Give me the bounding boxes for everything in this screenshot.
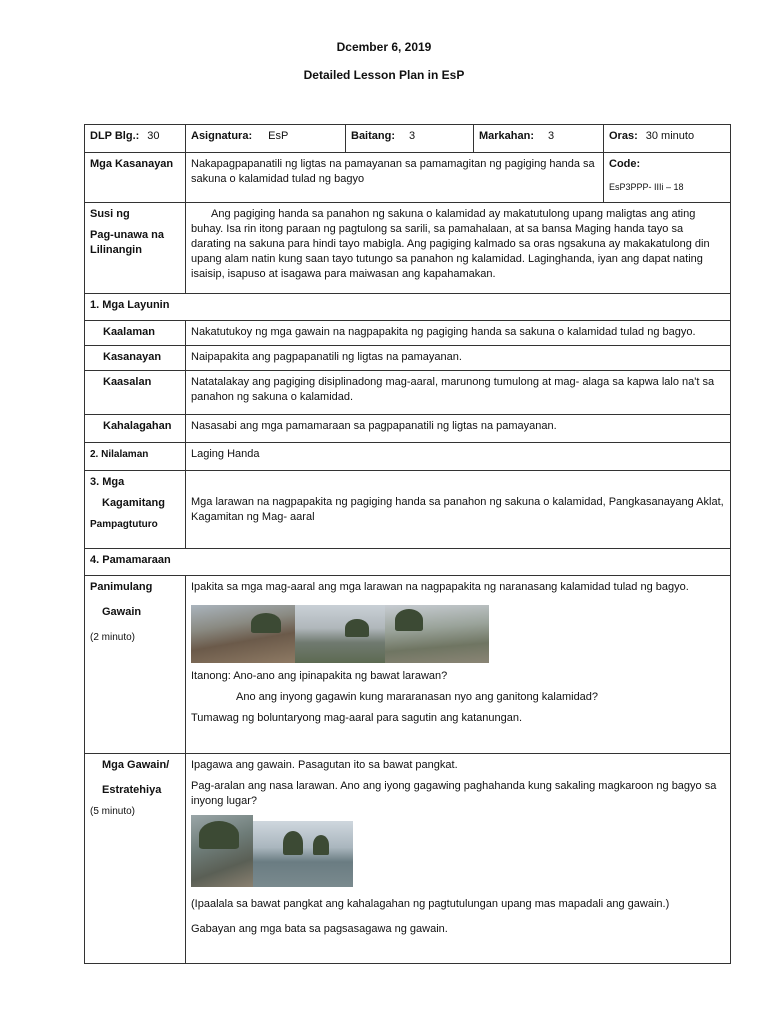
document-date: Dcember 6, 2019: [336, 40, 432, 54]
kaasalan-row: [85, 371, 731, 415]
kagamitan-label-1: 3. Mga: [90, 476, 125, 488]
oras-cell: [604, 125, 731, 153]
susi-text-cell: [186, 203, 731, 294]
storm-photos: [191, 815, 725, 887]
gawain-duration: (5 minuto): [90, 806, 136, 817]
kagamitan-label-2: Kagamitang: [102, 497, 165, 509]
kaasalan-label: Kaasalan: [85, 371, 186, 415]
gawain-label-1: Mga Gawain/: [102, 759, 170, 771]
gawain-label-2: Estratehiya: [102, 784, 162, 796]
kagamitan-label-cell: [85, 471, 186, 549]
code-label: Code:: [609, 158, 641, 170]
susi-label-1: Susi ng: [90, 208, 130, 220]
pamamaraan-heading: 4. Pamamaraan: [85, 549, 731, 576]
kagamitan-text: Mga larawan na nagpapakita ng pagiging handa sa panahon ng sakuna o kalamidad, Pangkasanayang Aklat, Kagamitan ng Mag- aaral: [191, 495, 724, 523]
layunin-heading: 1. Mga Layunin: [85, 294, 731, 321]
baitang-cell: [346, 125, 474, 153]
asignatura-cell: [186, 125, 346, 153]
kasanayan-row: [85, 153, 731, 203]
kaalaman-row: [85, 321, 731, 346]
typhoon-photo-2: [295, 605, 385, 663]
oras-label: Oras:: [609, 130, 638, 142]
kahalagahan-label: Kahalagahan: [85, 415, 186, 443]
markahan-label: Markahan:: [479, 130, 535, 142]
kasanayan-text: Nakapagpapanatili ng ligtas na pamayanan sa pamamagitan ng pagiging handa sa sakuna o kalamidad tulad ng bagyo: [186, 153, 604, 203]
code-cell: [604, 153, 731, 203]
dlp-value: 30: [147, 130, 160, 142]
markahan-value: 3: [548, 130, 555, 142]
gawain-row: [85, 754, 731, 964]
gawain-text-1: Ipagawa ang gawain. Pasagutan ito sa bawat pangkat.: [191, 759, 458, 771]
baitang-value: 3: [409, 130, 416, 142]
nilalaman-text: Laging Handa: [186, 443, 731, 471]
nilalaman-row: [85, 443, 731, 471]
kagamitan-row: [85, 471, 731, 549]
baitang-label: Baitang:: [351, 130, 395, 142]
gawain-text-4: Gabayan ang mga bata sa pagsasagawa ng gawain.: [191, 923, 448, 935]
document-title: Detailed Lesson Plan in EsP: [303, 68, 465, 82]
kagamitan-label-3: Pampagtuturo: [90, 519, 158, 530]
kagamitan-text-cell: [186, 471, 731, 549]
susi-text: Ang pagiging handa sa panahon ng sakuna o kalamidad ay makatutulong upang maligtas ang ating buhay. Isa rin itong paraan ng pagtulong sa sarili, sa pamahalaan, at sa bansa Maging handa tayo sa darating na sakuna para hindi tayo mabigla. Ang pagiging kalmado sa oras ngsakuna ay makakatulong din upang alam natin kung saan tayo tutungo sa panahon ng kalamidad. Laginghanda, iyan ang dapat nating isaisip, isapuso at isagawa para maiwasan ang kapahamakan.: [191, 208, 710, 280]
kaasalan-text: Natatalakay ang pagiging disiplinadong mag-aaral, marunong tumulong at mag- alaga sa kapwa lalo na't sa panahon ng sakuna o kalamidad.: [186, 371, 731, 415]
layunin-heading-row: [85, 294, 731, 321]
storm-photo-1: [191, 815, 253, 887]
oras-value: 30 minuto: [645, 130, 695, 142]
gawain-text-2: Pag-aralan ang nasa larawan. Ano ang iyong gagawing paghahanda kung sakaling magkaroon ng bagyo sa inyong lugar?: [191, 780, 717, 807]
asignatura-value: EsP: [268, 130, 289, 142]
asignatura-label: Asignatura:: [191, 130, 253, 142]
typhoon-photo-1: [191, 605, 295, 663]
typhoon-photo-3: [385, 605, 489, 663]
susi-label-2: Pag-unawa na Lilinangin: [90, 229, 164, 256]
panimulang-label-2: Gawain: [102, 606, 142, 618]
panimulang-question-2: Ano ang inyong gagawin kung mararanasan nyo ang ganitong kalamidad?: [236, 691, 599, 703]
gawain-text-3: (Ipaalala sa bawat pangkat ang kahalagahan ng pagtutulungan upang mas mapadali ang gawain.): [191, 898, 670, 910]
panimulang-duration: (2 minuto): [90, 632, 136, 643]
gawain-content: [186, 754, 731, 964]
kaalaman-text: Nakatutukoy ng mga gawain na nagpapakita ng pagiging handa sa sakuna o kalamidad tulad ng bagyo.: [186, 321, 731, 346]
panimulang-content: [186, 576, 731, 754]
susi-label-cell: [85, 203, 186, 294]
susi-row: [85, 203, 731, 294]
panimulang-question-1: Itanong: Ano-ano ang ipinapakita ng bawat larawan?: [191, 670, 448, 682]
pamamaraan-heading-row: [85, 549, 731, 576]
dlp-label: DLP Blg.:: [90, 130, 140, 142]
kasanayan-obj-row: [85, 346, 731, 371]
panimulang-label-cell: [85, 576, 186, 754]
kasanayan-obj-label: Kasanayan: [85, 346, 186, 371]
nilalaman-label: 2. Nilalaman: [85, 443, 186, 471]
markahan-cell: [474, 125, 604, 153]
typhoon-photos: [191, 605, 725, 663]
code-value: EsP3PPP- IIIi – 18: [609, 182, 684, 192]
dlp-cell: [85, 125, 186, 153]
kahalagahan-text: Nasasabi ang mga pamamaraan sa pagpapanatili ng ligtas na pamayanan.: [186, 415, 731, 443]
gawain-label-cell: [85, 754, 186, 964]
kasanayan-obj-text: Naipapakita ang pagpapanatili ng ligtas na pamayanan.: [186, 346, 731, 371]
storm-photo-2: [253, 821, 353, 887]
panimulang-row: [85, 576, 731, 754]
kahalagahan-row: [85, 415, 731, 443]
lesson-plan-table: [84, 124, 731, 964]
kaalaman-label: Kaalaman: [85, 321, 186, 346]
info-row: [85, 125, 731, 153]
panimulang-label-1: Panimulang: [90, 581, 153, 593]
kasanayan-label: Mga Kasanayan: [85, 153, 186, 203]
panimulang-intro: Ipakita sa mga mag-aaral ang mga larawan na nagpapakita ng naranasang kalamidad tulad ng bagyo.: [191, 581, 689, 593]
panimulang-question-3: Tumawag ng boluntaryong mag-aaral para sagutin ang katanungan.: [191, 712, 523, 724]
